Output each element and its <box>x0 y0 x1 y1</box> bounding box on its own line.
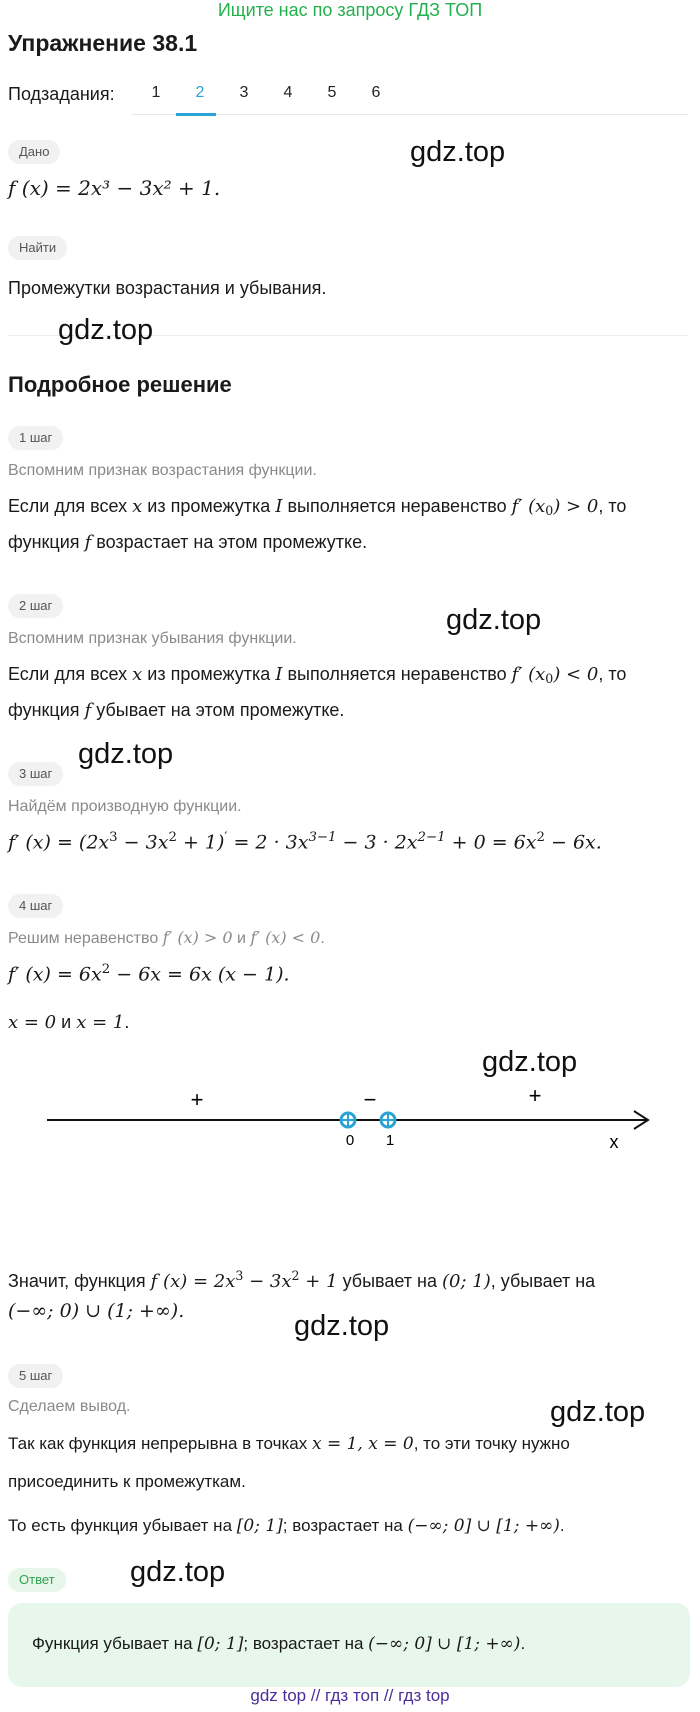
step-2-badge: 2 шаг <box>8 594 63 618</box>
tab-subtask-1[interactable]: 1 <box>151 84 161 101</box>
given-badge: Дано <box>8 140 60 164</box>
step-2-line-2: функция f убывает на этом промежутке. <box>8 700 345 721</box>
watermark: gdz.top <box>130 1556 226 1588</box>
answer-text: Функция убывает на [0; 1]; возрастает на (−∞; 0] ∪ [1; +∞). <box>32 1634 526 1654</box>
watermark: gdz.top <box>550 1396 646 1428</box>
step-4-hint: Решим неравенство f′ (x) > 0 и f′ (x) < 0. <box>8 928 325 947</box>
step-4-conclusion-line-1: Значит, функция f $(x) = 2x^3 - 3x^2 + 1$ убывает на (0; 1), убывает на <box>8 1268 596 1292</box>
footer-link-gdz-top-ru[interactable]: гдз топ <box>325 1686 380 1705</box>
footer-separator: // <box>383 1686 394 1705</box>
solution-title: Подробное решение <box>8 372 232 397</box>
sign-minus-middle: − <box>363 1090 377 1112</box>
footer-link-gdz-top[interactable]: gdz top <box>250 1686 307 1705</box>
tab-subtask-6[interactable]: 6 <box>371 84 381 101</box>
step-5-hint: Сделаем вывод. <box>8 1398 131 1415</box>
footer-links <box>0 1686 700 1706</box>
step-5-line-3: То есть функция убывает на [0; 1]; возрастает на (−∞; 0] ∪ [1; +∞). <box>8 1516 565 1536</box>
step-4-badge: 4 шаг <box>8 894 63 918</box>
step-2-line-1: Если для всех x из промежутка I выполняется неравенство f′ $(x_0) < 0$, то <box>8 664 627 687</box>
step-1-hint: Вспомним признак возрастания функции. <box>8 462 317 479</box>
step-2-hint: Вспомним признак убывания функции. <box>8 630 297 647</box>
watermark: gdz.top <box>294 1310 390 1342</box>
watermark: gdz.top <box>78 738 174 770</box>
factored-derivative: f′ $(x) = 6x^2 - 6x = 6x$ (x − 1). <box>8 962 290 986</box>
given-expression: f (x) = 2x³ − 3x² + 1. <box>8 176 221 200</box>
tab-subtask-3[interactable]: 3 <box>239 84 249 101</box>
footer-separator: // <box>310 1686 321 1705</box>
tab-subtask-4[interactable]: 4 <box>283 84 293 101</box>
step-5-line-2: присоединить к промежуткам. <box>8 1472 246 1491</box>
tab-subtask-2[interactable]: 2 <box>195 84 205 101</box>
footer-link-gdz-top-mixed[interactable]: гдз top <box>398 1686 450 1705</box>
roots-line: x = 0 и x = 1. <box>8 1012 130 1033</box>
step-1-line-1: Если для всех x из промежутка I выполняется неравенство f′ $(x_0) > 0$, то <box>8 496 627 519</box>
search-banner[interactable]: Ищите нас по запросу ГДЗ ТОП <box>217 0 483 20</box>
sign-plus-right: + <box>528 1090 542 1108</box>
active-tab-indicator <box>176 113 216 116</box>
step-5-line-1: Так как функция непрерывна в точках x = 1, x = 0, то эти точку нужно <box>8 1434 570 1454</box>
point-label-1: 1 <box>385 1132 395 1149</box>
find-text: Промежутки возрастания и убывания. <box>8 278 327 298</box>
step-5-badge: 5 шаг <box>8 1364 63 1388</box>
answer-badge: Ответ <box>8 1568 66 1592</box>
subtasks-label: Подзадания: <box>8 84 115 104</box>
watermark: gdz.top <box>482 1046 578 1078</box>
step-3-badge: 3 шаг <box>8 762 63 786</box>
axis-label-x: x <box>609 1132 619 1152</box>
tab-subtask-5[interactable]: 5 <box>327 84 337 101</box>
watermark: gdz.top <box>410 136 506 168</box>
step-1-badge: 1 шаг <box>8 426 63 450</box>
watermark: gdz.top <box>446 604 542 636</box>
step-4-conclusion-line-2: (−∞; 0) ∪ (1; +∞). <box>8 1300 185 1322</box>
watermark: gdz.top <box>58 314 154 346</box>
point-label-0: 0 <box>345 1132 355 1149</box>
step-1-line-2: функция f возрастает на этом промежутке. <box>8 532 368 553</box>
find-badge: Найти <box>8 236 67 260</box>
page-title: Упражнение 38.1 <box>8 30 198 56</box>
step-3-hint: Найдём производную функции. <box>8 798 242 815</box>
derivative-expression: f′ $(x) = (2x^3 - 3x^2 + 1)' = 2 \cdot 3x^{3-1} - 3 \cdot 2x^{2-1} + 0 = 6x^2 - 6x$. <box>8 830 602 854</box>
sign-chart <box>0 1090 700 1160</box>
sign-plus-left: + <box>190 1090 204 1112</box>
